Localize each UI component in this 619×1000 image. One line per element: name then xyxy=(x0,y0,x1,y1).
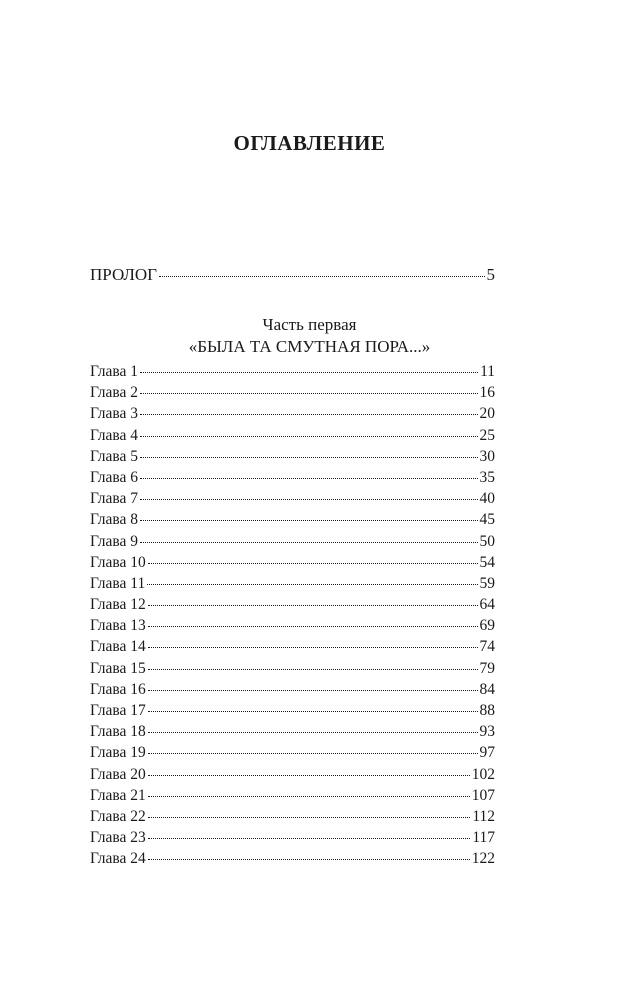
toc-entry-label: Глава 21 xyxy=(90,786,146,804)
toc-entry-chapter[interactable] xyxy=(90,594,495,615)
part-number-label: Часть первая xyxy=(262,315,357,334)
toc-entry-page-number: 45 xyxy=(479,511,495,529)
toc-entry-label: Глава 4 xyxy=(90,426,139,444)
toc-entry-page-number: 112 xyxy=(472,807,495,825)
part-title: «БЫЛА ТА СМУТНАЯ ПОРА...» xyxy=(188,337,431,356)
toc-entry-label: Глава 24 xyxy=(90,850,146,868)
toc-entry-label: ПРОЛОГ xyxy=(90,265,158,284)
dot-leader xyxy=(148,669,478,670)
toc-entry-prologue[interactable] xyxy=(90,265,495,285)
toc-entry-chapter[interactable] xyxy=(90,764,495,785)
toc-entry-page-number: 25 xyxy=(479,426,495,444)
toc-entry-chapter[interactable] xyxy=(90,827,495,848)
toc-entry-page-number: 122 xyxy=(471,850,495,868)
dot-leader xyxy=(140,393,477,394)
toc-entry-label: Глава 17 xyxy=(90,702,146,719)
toc-entry-chapter[interactable] xyxy=(90,382,495,403)
toc-entry-chapter[interactable] xyxy=(90,658,495,679)
toc-entry-page-number: 69 xyxy=(479,617,495,635)
toc-entry-page-number: 93 xyxy=(479,723,495,741)
toc-entry-page-number: 79 xyxy=(479,659,495,677)
dot-leader xyxy=(140,372,478,373)
toc-entry-chapter[interactable] xyxy=(90,361,495,382)
toc-entry-label: Глава 8 xyxy=(90,511,139,529)
toc-entry-chapter[interactable] xyxy=(90,848,495,869)
dot-leader xyxy=(148,859,470,860)
toc-entry-page-number: 40 xyxy=(479,490,495,508)
toc-entry-label: Глава 13 xyxy=(90,617,146,635)
dot-leader xyxy=(148,711,478,712)
chapter-list xyxy=(90,361,495,870)
toc-entry-label: Глава 15 xyxy=(90,659,146,677)
toc-entry-page-number: 117 xyxy=(472,829,495,847)
toc-entry-chapter[interactable] xyxy=(90,425,495,446)
toc-entry-chapter[interactable] xyxy=(90,785,495,806)
toc-entry-page-number: 50 xyxy=(479,532,495,550)
toc-entry-label: Глава 2 xyxy=(90,384,139,402)
toc-entry-chapter[interactable] xyxy=(90,615,495,636)
toc-entry-page-number: 88 xyxy=(479,702,495,719)
dot-leader xyxy=(159,276,484,277)
toc-entry-chapter[interactable] xyxy=(90,488,495,509)
toc-entry-label: Глава 23 xyxy=(90,829,146,847)
toc-entry-chapter[interactable] xyxy=(90,573,495,594)
toc-entry-label: Глава 20 xyxy=(90,765,146,783)
dot-leader xyxy=(148,690,478,691)
dot-leader xyxy=(140,457,477,458)
dot-leader xyxy=(148,626,478,627)
toc-entry-chapter[interactable] xyxy=(90,467,495,488)
dot-leader xyxy=(148,647,478,648)
toc-entry-chapter[interactable] xyxy=(90,700,495,721)
dot-leader xyxy=(148,563,478,564)
toc-entry-chapter[interactable] xyxy=(90,806,495,827)
toc-entry-chapter[interactable] xyxy=(90,742,495,763)
toc-entry-page-number: 84 xyxy=(479,680,495,698)
toc-entry-page-number: 64 xyxy=(479,596,495,614)
dot-leader xyxy=(140,436,477,437)
toc-entry-label: Глава 14 xyxy=(90,638,146,656)
toc-entry-label: Глава 22 xyxy=(90,807,146,825)
dot-leader xyxy=(148,605,478,606)
toc-entry-label: Глава 12 xyxy=(90,596,146,614)
dot-leader xyxy=(148,796,470,797)
toc-entry-page-number: 16 xyxy=(479,384,495,402)
toc-entry-page-number: 102 xyxy=(471,765,495,783)
dot-leader xyxy=(148,775,470,776)
toc-entry-label: Глава 6 xyxy=(90,468,139,486)
toc-entry-page-number: 30 xyxy=(479,447,495,465)
toc-entry-label: Глава 10 xyxy=(90,553,146,571)
dot-leader xyxy=(140,478,477,479)
toc-entry-chapter[interactable] xyxy=(90,679,495,700)
dot-leader xyxy=(148,753,478,754)
dot-leader xyxy=(140,542,477,543)
page-title: ОГЛАВЛЕНИЕ xyxy=(233,131,386,155)
toc-entry-page-number: 20 xyxy=(479,405,495,423)
toc-entry-page-number: 11 xyxy=(480,363,495,380)
toc-entry-page-number: 35 xyxy=(479,468,495,486)
part-heading xyxy=(0,314,619,358)
toc-entry-chapter[interactable] xyxy=(90,446,495,467)
toc-entry-chapter[interactable] xyxy=(90,509,495,530)
toc-entry-page-number: 74 xyxy=(479,638,495,656)
toc-entry-chapter[interactable] xyxy=(90,531,495,552)
dot-leader xyxy=(147,584,477,585)
toc-entry-label: Глава 3 xyxy=(90,405,139,423)
dot-leader xyxy=(140,499,477,500)
toc-entry-label: Глава 19 xyxy=(90,744,146,762)
toc-entry-chapter[interactable] xyxy=(90,403,495,424)
toc-entry-page-number: 54 xyxy=(479,553,495,571)
toc-entry-label: Глава 18 xyxy=(90,723,146,741)
dot-leader xyxy=(148,817,471,818)
toc-entry-label: Глава 1 xyxy=(90,363,139,380)
toc-entry-chapter[interactable] xyxy=(90,636,495,657)
dot-leader xyxy=(148,838,471,839)
toc-entry-label: Глава 9 xyxy=(90,532,139,550)
toc-entry-label: Глава 7 xyxy=(90,490,139,508)
toc-entry-page-number: 5 xyxy=(486,265,495,284)
toc-entry-page-number: 107 xyxy=(471,786,495,804)
toc-entry-chapter[interactable] xyxy=(90,721,495,742)
dot-leader xyxy=(140,520,477,521)
toc-entry-label: Глава 5 xyxy=(90,447,139,465)
toc-entry-label: Глава 16 xyxy=(90,680,146,698)
toc-entry-label: Глава 11 xyxy=(90,574,146,592)
dot-leader xyxy=(140,414,477,415)
toc-entry-page-number: 59 xyxy=(479,574,495,592)
toc-entry-page-number: 97 xyxy=(479,744,495,762)
dot-leader xyxy=(148,732,478,733)
toc-entry-chapter[interactable] xyxy=(90,552,495,573)
